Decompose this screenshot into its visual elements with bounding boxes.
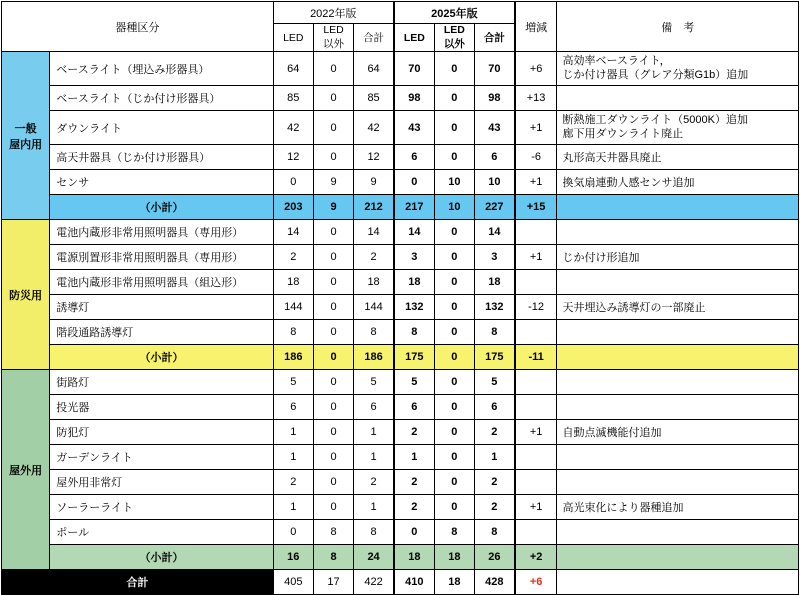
table-row	[2, 145, 799, 170]
cell-2025-total: 132	[474, 295, 514, 320]
cell-2025-total: 43	[474, 111, 514, 145]
grand-total-2025-total: 428	[474, 570, 514, 595]
subtotal-2025-non-led: 0	[434, 345, 474, 370]
cell-2022-total: 1	[354, 420, 394, 445]
cell-remarks	[557, 270, 799, 295]
cell-2025-led: 0	[394, 170, 434, 195]
row-item-name: 電池内蔵形非常用照明器具（専用形）	[50, 220, 273, 245]
cell-remarks: 高光束化により器種追加	[557, 495, 799, 520]
cell-2025-non-led: 10	[434, 170, 474, 195]
table-row	[2, 320, 799, 345]
grand-total-2025-led: 410	[394, 570, 434, 595]
cell-2025-led: 14	[394, 220, 434, 245]
table-row	[2, 170, 799, 195]
grand-total-2022-non-led: 17	[313, 570, 353, 595]
cell-2022-non-led: 9	[313, 170, 353, 195]
header-delta: 増減	[515, 2, 557, 52]
subtotal-remarks	[557, 545, 799, 570]
cell-remarks	[557, 86, 799, 111]
subtotal-2022-led: 186	[273, 345, 313, 370]
table-row	[2, 520, 799, 545]
grand-total-delta: +6	[515, 570, 557, 595]
cell-remarks	[557, 395, 799, 420]
subtotal-label: （小計）	[50, 195, 273, 220]
cell-2022-led: 1	[273, 420, 313, 445]
table-row	[2, 52, 799, 86]
header-2022-non-led-line1: LED	[323, 24, 344, 36]
cell-2025-led: 98	[394, 86, 434, 111]
cell-2022-non-led: 0	[313, 395, 353, 420]
cell-2025-led: 43	[394, 111, 434, 145]
cell-2025-non-led: 0	[434, 395, 474, 420]
cell-2022-total: 8	[354, 320, 394, 345]
cell-2025-led: 18	[394, 270, 434, 295]
cell-delta	[515, 520, 557, 545]
cell-2022-total: 85	[354, 86, 394, 111]
table-row	[2, 86, 799, 111]
cell-2025-led: 8	[394, 320, 434, 345]
cell-remarks: 高効率ベースライト， じか付け器具（グレア分類G1b）追加	[557, 52, 799, 86]
cell-2022-total: 8	[354, 520, 394, 545]
grand-total-2022-total: 422	[354, 570, 394, 595]
cell-2022-non-led: 0	[313, 145, 353, 170]
cell-2025-total: 70	[474, 52, 514, 86]
cell-2022-led: 18	[273, 270, 313, 295]
cell-remarks: 丸形高天井器具廃止	[557, 145, 799, 170]
cell-remarks: 天井埋込み誘導灯の一部廃止	[557, 295, 799, 320]
table-row	[2, 420, 799, 445]
row-item-name: 誘導灯	[50, 295, 273, 320]
cell-2022-total: 9	[354, 170, 394, 195]
cell-delta: +1	[515, 245, 557, 270]
subtotal-2022-led: 203	[273, 195, 313, 220]
cell-2025-non-led: 0	[434, 495, 474, 520]
row-item-name: ポール	[50, 520, 273, 545]
header-remarks: 備 考	[557, 2, 799, 52]
header-2025-led: LED	[394, 24, 434, 52]
cell-remarks: じか付け形追加	[557, 245, 799, 270]
cell-2022-non-led: 0	[313, 320, 353, 345]
table-row	[2, 111, 799, 145]
group-label-outdoor: 屋外用	[2, 370, 50, 570]
table-row	[2, 470, 799, 495]
cell-2025-non-led: 0	[434, 52, 474, 86]
subtotal-row-indoor	[2, 195, 799, 220]
header-2025-non-led-line2: 以外	[443, 38, 465, 50]
cell-2022-total: 2	[354, 470, 394, 495]
cell-2022-led: 64	[273, 52, 313, 86]
subtotal-delta: +15	[515, 195, 557, 220]
subtotal-row-disaster	[2, 345, 799, 370]
grand-total-row	[2, 570, 799, 595]
cell-2022-led: 42	[273, 111, 313, 145]
cell-2025-non-led: 0	[434, 86, 474, 111]
cell-2025-non-led: 0	[434, 270, 474, 295]
cell-2022-total: 64	[354, 52, 394, 86]
cell-2022-non-led: 0	[313, 295, 353, 320]
cell-2025-led: 1	[394, 445, 434, 470]
cell-2025-total: 6	[474, 395, 514, 420]
cell-remarks	[557, 220, 799, 245]
subtotal-2025-total: 26	[474, 545, 514, 570]
subtotal-label: （小計）	[50, 545, 273, 570]
header-2025-non-led-line1: LED	[443, 24, 465, 36]
cell-2025-total: 3	[474, 245, 514, 270]
cell-delta: +1	[515, 170, 557, 195]
subtotal-2025-led: 18	[394, 545, 434, 570]
cell-delta: -12	[515, 295, 557, 320]
cell-2022-led: 12	[273, 145, 313, 170]
row-item-name: センサ	[50, 170, 273, 195]
cell-delta	[515, 220, 557, 245]
table-row	[2, 370, 799, 395]
subtotal-remarks	[557, 345, 799, 370]
cell-2022-led: 1	[273, 445, 313, 470]
cell-remarks	[557, 520, 799, 545]
header-2022-total: 合計	[354, 24, 394, 52]
cell-2022-total: 42	[354, 111, 394, 145]
cell-2022-led: 6	[273, 395, 313, 420]
row-item-name: ベースライト（じか付け形器具）	[50, 86, 273, 111]
header-2025-total: 合計	[474, 24, 514, 52]
group-label-indoor-line2: 屋内用	[9, 138, 43, 151]
cell-2022-led: 1	[273, 495, 313, 520]
cell-delta: +1	[515, 111, 557, 145]
table-row	[2, 295, 799, 320]
group-label-disaster: 防災用	[2, 220, 50, 370]
cell-2022-non-led: 0	[313, 495, 353, 520]
header-2022-non-led	[313, 24, 353, 52]
cell-2025-led: 2	[394, 420, 434, 445]
cell-2022-non-led: 0	[313, 52, 353, 86]
cell-delta	[515, 470, 557, 495]
cell-2022-total: 2	[354, 245, 394, 270]
cell-2022-led: 0	[273, 170, 313, 195]
subtotal-2022-total: 186	[354, 345, 394, 370]
subtotal-2022-led: 16	[273, 545, 313, 570]
cell-remarks: 断熱施工ダウンライト（5000K）追加 廊下用ダウンライト廃止	[557, 111, 799, 145]
subtotal-2022-non-led: 0	[313, 345, 353, 370]
subtotal-2025-total: 227	[474, 195, 514, 220]
cell-2025-total: 2	[474, 495, 514, 520]
cell-2025-total: 14	[474, 220, 514, 245]
subtotal-2022-total: 212	[354, 195, 394, 220]
cell-2025-non-led: 0	[434, 445, 474, 470]
cell-2025-non-led: 0	[434, 111, 474, 145]
cell-2022-non-led: 0	[313, 420, 353, 445]
cell-remarks	[557, 320, 799, 345]
cell-2022-total: 1	[354, 495, 394, 520]
table-row	[2, 495, 799, 520]
cell-2022-total: 14	[354, 220, 394, 245]
cell-2025-total: 8	[474, 320, 514, 345]
cell-delta: +1	[515, 495, 557, 520]
cell-2022-led: 14	[273, 220, 313, 245]
cell-delta	[515, 320, 557, 345]
row-item-name: ベースライト（埋込み形器具）	[50, 52, 273, 86]
row-item-name: 高天井器具（じか付け形器具）	[50, 145, 273, 170]
table-row	[2, 220, 799, 245]
cell-delta	[515, 395, 557, 420]
cell-remarks: 換気扇連動人感センサ追加	[557, 170, 799, 195]
equipment-comparison-table	[1, 1, 799, 595]
cell-delta: +1	[515, 420, 557, 445]
cell-2025-total: 6	[474, 145, 514, 170]
grand-total-remarks	[557, 570, 799, 595]
cell-2025-led: 5	[394, 370, 434, 395]
row-item-name: 防犯灯	[50, 420, 273, 445]
subtotal-2025-led: 175	[394, 345, 434, 370]
header-year-2025: 2025年版	[394, 2, 515, 24]
row-item-name: 投光器	[50, 395, 273, 420]
cell-2025-total: 2	[474, 420, 514, 445]
cell-2022-non-led: 0	[313, 470, 353, 495]
subtotal-delta: -11	[515, 345, 557, 370]
table-row	[2, 245, 799, 270]
cell-2022-non-led: 0	[313, 111, 353, 145]
cell-2025-led: 70	[394, 52, 434, 86]
group-label-indoor	[2, 52, 50, 220]
cell-2025-led: 132	[394, 295, 434, 320]
row-item-name: 屋外用非常灯	[50, 470, 273, 495]
cell-delta	[515, 270, 557, 295]
row-item-name: ソーラーライト	[50, 495, 273, 520]
row-item-name: ダウンライト	[50, 111, 273, 145]
header-category: 器種区分	[2, 2, 274, 52]
cell-2022-led: 2	[273, 245, 313, 270]
cell-2025-non-led: 0	[434, 470, 474, 495]
cell-2022-non-led: 0	[313, 220, 353, 245]
cell-2025-non-led: 0	[434, 220, 474, 245]
cell-delta: +6	[515, 52, 557, 86]
subtotal-2025-non-led: 18	[434, 545, 474, 570]
cell-remarks	[557, 470, 799, 495]
cell-2022-non-led: 0	[313, 370, 353, 395]
cell-2022-total: 12	[354, 145, 394, 170]
cell-2022-total: 18	[354, 270, 394, 295]
cell-2025-led: 2	[394, 470, 434, 495]
row-item-name: 電源別置形非常用照明器具（専用形）	[50, 245, 273, 270]
cell-2022-total: 144	[354, 295, 394, 320]
cell-2022-led: 8	[273, 320, 313, 345]
cell-delta	[515, 370, 557, 395]
cell-2022-non-led: 0	[313, 86, 353, 111]
subtotal-2025-led: 217	[394, 195, 434, 220]
table-header-row-1	[2, 2, 799, 24]
subtotal-2025-total: 175	[474, 345, 514, 370]
cell-delta: -6	[515, 145, 557, 170]
subtotal-2025-non-led: 10	[434, 195, 474, 220]
subtotal-2022-non-led: 9	[313, 195, 353, 220]
cell-2025-total: 8	[474, 520, 514, 545]
cell-delta	[515, 445, 557, 470]
cell-2022-non-led: 0	[313, 270, 353, 295]
cell-2025-non-led: 0	[434, 420, 474, 445]
cell-2022-led: 5	[273, 370, 313, 395]
cell-remarks: 自動点滅機能付追加	[557, 420, 799, 445]
cell-2025-total: 18	[474, 270, 514, 295]
header-2022-non-led-line2: 以外	[323, 38, 345, 50]
cell-2022-total: 6	[354, 395, 394, 420]
group-label-indoor-line1: 一般	[14, 122, 37, 135]
cell-2025-non-led: 0	[434, 320, 474, 345]
table-row	[2, 445, 799, 470]
subtotal-2022-total: 24	[354, 545, 394, 570]
cell-2025-led: 6	[394, 395, 434, 420]
cell-2022-non-led: 8	[313, 520, 353, 545]
header-2025-non-led	[434, 24, 474, 52]
cell-2022-total: 1	[354, 445, 394, 470]
cell-2022-led: 0	[273, 520, 313, 545]
cell-2025-total: 1	[474, 445, 514, 470]
row-item-name: ガーデンライト	[50, 445, 273, 470]
subtotal-row-outdoor	[2, 545, 799, 570]
cell-delta: +13	[515, 86, 557, 111]
cell-2022-led: 85	[273, 86, 313, 111]
row-item-name: 街路灯	[50, 370, 273, 395]
row-item-name: 電池内蔵形非常用照明器具（組込形）	[50, 270, 273, 295]
cell-2022-non-led: 0	[313, 245, 353, 270]
grand-total-2022-led: 405	[273, 570, 313, 595]
cell-2025-led: 3	[394, 245, 434, 270]
cell-2025-total: 98	[474, 86, 514, 111]
cell-2025-non-led: 0	[434, 370, 474, 395]
cell-2025-led: 0	[394, 520, 434, 545]
row-item-name: 階段通路誘導灯	[50, 320, 273, 345]
cell-2025-non-led: 0	[434, 245, 474, 270]
cell-2025-non-led: 8	[434, 520, 474, 545]
cell-2025-non-led: 0	[434, 145, 474, 170]
header-year-2022: 2022年版	[273, 2, 394, 24]
subtotal-remarks	[557, 195, 799, 220]
subtotal-2022-non-led: 8	[313, 545, 353, 570]
cell-2025-led: 6	[394, 145, 434, 170]
cell-2022-led: 144	[273, 295, 313, 320]
cell-2025-non-led: 0	[434, 295, 474, 320]
cell-2022-non-led: 0	[313, 445, 353, 470]
header-2022-led: LED	[273, 24, 313, 52]
table-row	[2, 395, 799, 420]
subtotal-delta: +2	[515, 545, 557, 570]
grand-total-label: 合計	[2, 570, 274, 595]
cell-2025-total: 10	[474, 170, 514, 195]
cell-2025-led: 2	[394, 495, 434, 520]
cell-2025-total: 2	[474, 470, 514, 495]
cell-2022-led: 2	[273, 470, 313, 495]
subtotal-label: （小計）	[50, 345, 273, 370]
cell-2025-total: 5	[474, 370, 514, 395]
table-row	[2, 270, 799, 295]
grand-total-2025-non-led: 18	[434, 570, 474, 595]
cell-remarks	[557, 445, 799, 470]
cell-2022-total: 5	[354, 370, 394, 395]
cell-remarks	[557, 370, 799, 395]
